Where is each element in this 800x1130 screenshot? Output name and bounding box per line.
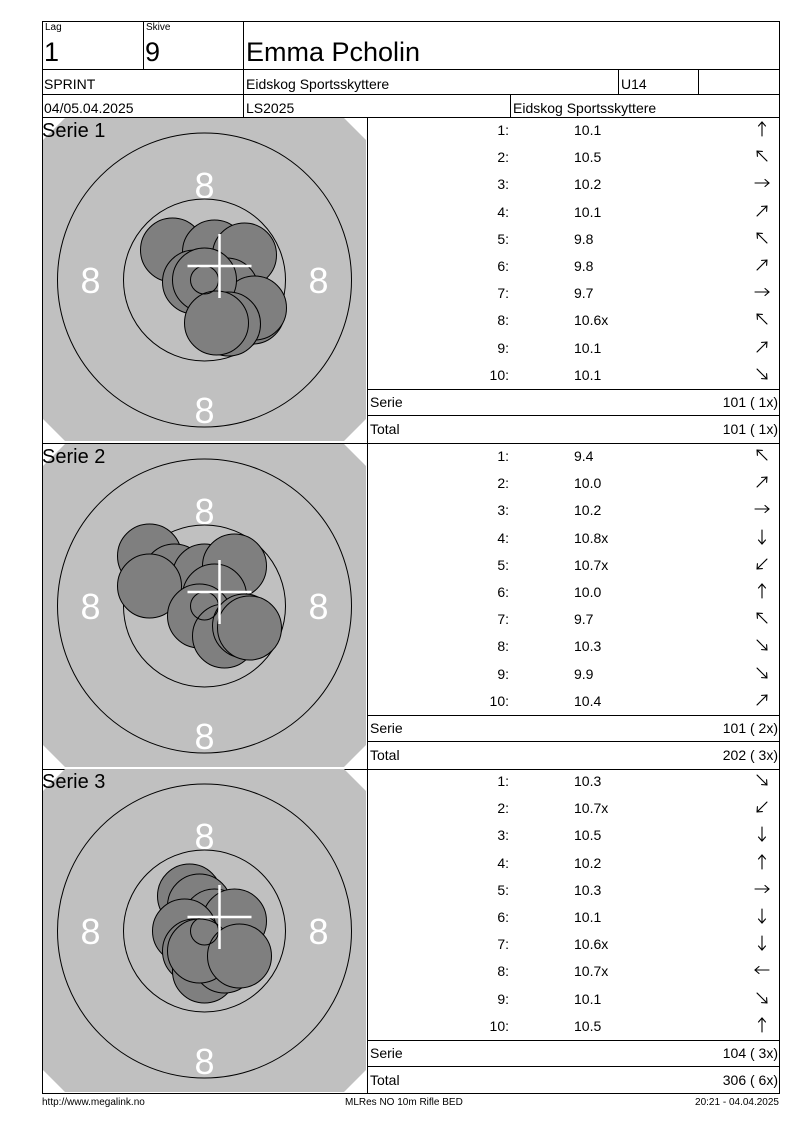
arrow-up-right-icon — [754, 473, 770, 491]
footer-software: MLRes NO 10m Rifle BED — [345, 1097, 463, 1108]
shot-score: 10.5 — [574, 1017, 602, 1034]
shot-score: 10.0 — [574, 475, 602, 492]
shot-row — [369, 199, 779, 226]
arrow-down-left-icon — [754, 798, 770, 816]
shot-number: 8: — [497, 312, 509, 329]
header-divider — [243, 21, 244, 117]
arrow-left-icon — [754, 961, 770, 979]
summary-divider — [367, 1066, 780, 1067]
shot-score: 9.7 — [574, 611, 594, 628]
shot-number: 10: — [489, 692, 509, 709]
shot-hit — [208, 924, 272, 988]
ring-label-top: 8 — [194, 816, 215, 857]
shot-score: 10.3 — [574, 638, 602, 655]
arrow-up-left-icon — [754, 229, 770, 247]
serie-label: Serie — [370, 1045, 403, 1061]
arrow-down-right-icon — [754, 664, 770, 682]
ring-label-right: 8 — [308, 911, 329, 952]
shot-number: 6: — [497, 258, 509, 274]
shot-number: 1: — [497, 448, 509, 464]
shot-score: 10.7x — [574, 556, 609, 573]
shot-row — [369, 525, 779, 552]
arrow-down-right-icon — [754, 365, 770, 383]
arrow-up-icon — [754, 120, 770, 138]
serie-score: 101 ( 2x) — [722, 720, 778, 736]
arrow-up-left-icon — [754, 609, 770, 627]
shot-hit — [185, 291, 249, 355]
shot-row — [369, 470, 779, 497]
shot-number: 2: — [497, 149, 509, 166]
shot-row — [369, 443, 779, 470]
shot-row — [369, 144, 779, 171]
arrow-up-icon — [754, 853, 770, 871]
target-diagram — [43, 769, 366, 1092]
shot-row — [369, 1013, 779, 1040]
arrow-up-right-icon — [754, 338, 770, 356]
shot-number: 6: — [497, 584, 509, 600]
header-divider — [510, 94, 511, 117]
serie-title: Serie 3 — [42, 771, 106, 793]
summary-divider — [367, 389, 780, 390]
shot-row — [369, 497, 779, 524]
shot-score: 9.9 — [574, 665, 594, 682]
shot-number: 8: — [497, 963, 509, 980]
shot-number: 7: — [497, 285, 509, 302]
shot-row — [369, 633, 779, 660]
arrow-up-right-icon — [754, 691, 770, 709]
shot-score: 10.8x — [574, 529, 609, 546]
ring-label-bottom: 8 — [194, 1041, 215, 1082]
shot-number: 2: — [497, 475, 509, 492]
arrow-right-icon — [754, 500, 770, 518]
shot-score: 10.7x — [574, 800, 609, 817]
shot-number: 9: — [497, 665, 509, 682]
shot-number: 9: — [497, 990, 509, 1007]
shot-number: 3: — [497, 176, 509, 193]
arrow-up-left-icon — [754, 310, 770, 328]
shot-number: 3: — [497, 502, 509, 519]
shot-score: 10.7x — [574, 963, 609, 980]
target-panel — [43, 444, 366, 767]
shot-row — [369, 362, 779, 389]
ring-label-left: 8 — [80, 260, 101, 301]
arrow-up-icon — [754, 1016, 770, 1034]
header-divider — [143, 21, 144, 69]
shot-row — [369, 958, 779, 985]
shot-number: 7: — [497, 611, 509, 628]
arrow-up-right-icon — [754, 202, 770, 220]
total-score: 202 ( 3x) — [722, 747, 778, 763]
shot-number: 1: — [497, 122, 509, 138]
total-score: 306 ( 6x) — [722, 1072, 778, 1088]
summary-divider — [367, 1040, 780, 1041]
ring-label-left: 8 — [80, 911, 101, 952]
shot-number: 4: — [497, 529, 509, 546]
organizer: Eidskog Sportsskyttere — [513, 100, 657, 116]
shot-row — [369, 171, 779, 198]
lag-label: Lag — [45, 22, 62, 33]
serie-label: Serie — [370, 720, 403, 736]
shot-score: 10.1 — [574, 909, 602, 925]
shot-number: 2: — [497, 800, 509, 817]
total-label: Total — [370, 421, 400, 437]
shot-number: 7: — [497, 936, 509, 953]
shot-row — [369, 579, 779, 606]
total-label: Total — [370, 747, 400, 763]
shot-number: 4: — [497, 203, 509, 220]
ring-label-top: 8 — [194, 491, 215, 532]
shot-row — [369, 904, 779, 931]
shot-number: 4: — [497, 854, 509, 871]
arrow-up-right-icon — [754, 256, 770, 274]
shot-score: 10.1 — [574, 122, 602, 138]
ring-label-bottom: 8 — [194, 390, 215, 431]
shot-score: 10.5 — [574, 827, 602, 844]
shot-row — [369, 822, 779, 849]
shot-score: 10.1 — [574, 366, 602, 383]
class: U14 — [621, 76, 647, 92]
shot-number: 8: — [497, 638, 509, 655]
shot-row — [369, 850, 779, 877]
target-panel — [43, 118, 366, 441]
serie-score: 104 ( 3x) — [722, 1045, 778, 1061]
competition: LS2025 — [246, 100, 295, 116]
summary-divider — [367, 741, 780, 742]
shot-score: 10.3 — [574, 881, 602, 898]
shot-number: 5: — [497, 881, 509, 898]
shot-score: 10.1 — [574, 339, 602, 356]
shot-score: 10.2 — [574, 854, 602, 871]
shot-score: 10.4 — [574, 692, 602, 709]
header-divider — [698, 69, 699, 94]
shot-number: 5: — [497, 556, 509, 573]
shot-row — [369, 253, 779, 280]
arrow-up-left-icon — [754, 147, 770, 165]
serie-label: Serie — [370, 394, 403, 410]
header-divider — [42, 69, 780, 70]
target-panel — [43, 769, 366, 1092]
column-divider — [367, 117, 368, 1094]
shot-hit — [218, 596, 282, 660]
summary-divider — [367, 415, 780, 416]
arrow-down-left-icon — [754, 555, 770, 573]
serie-title: Serie 1 — [42, 120, 106, 142]
arrow-down-icon — [754, 934, 770, 952]
shot-number: 6: — [497, 909, 509, 925]
shot-number: 10: — [489, 1017, 509, 1034]
shot-row — [369, 606, 779, 633]
shot-score: 10.1 — [574, 990, 602, 1007]
shot-score: 9.8 — [574, 258, 594, 274]
header-divider — [618, 69, 619, 94]
shot-row — [369, 335, 779, 362]
footer-url: http://www.megalink.no — [42, 1097, 145, 1108]
target-diagram — [43, 444, 366, 767]
lag-value: 1 — [44, 37, 60, 67]
ring-label-right: 8 — [308, 260, 329, 301]
total-label: Total — [370, 1072, 400, 1088]
skive-label: Skive — [146, 22, 171, 33]
shot-row — [369, 661, 779, 688]
arrow-up-icon — [754, 582, 770, 600]
ring-label-bottom: 8 — [194, 716, 215, 757]
shooter-name: Emma Pcholin — [246, 37, 421, 67]
shot-row — [369, 117, 779, 144]
serie-score: 101 ( 1x) — [722, 394, 778, 410]
shot-score: 9.7 — [574, 285, 594, 302]
shot-row — [369, 280, 779, 307]
arrow-down-right-icon — [754, 636, 770, 654]
arrow-down-icon — [754, 825, 770, 843]
arrow-up-left-icon — [754, 446, 770, 464]
shot-score: 10.2 — [574, 502, 602, 519]
shot-row — [369, 552, 779, 579]
header-divider — [42, 94, 780, 95]
shot-row — [369, 768, 779, 795]
serie-title: Serie 2 — [42, 446, 106, 468]
shot-row — [369, 877, 779, 904]
shot-row — [369, 688, 779, 715]
shot-row — [369, 226, 779, 253]
footer-timestamp: 20:21 - 04.04.2025 — [695, 1097, 779, 1108]
shot-score: 10.3 — [574, 773, 602, 789]
skive-value: 9 — [145, 37, 161, 67]
arrow-down-icon — [754, 907, 770, 925]
shot-score: 10.5 — [574, 149, 602, 166]
discipline: SPRINT — [44, 76, 96, 92]
shot-number: 5: — [497, 230, 509, 247]
shot-number: 10: — [489, 366, 509, 383]
arrow-down-right-icon — [754, 771, 770, 789]
ring-label-top: 8 — [194, 165, 215, 206]
shot-row — [369, 986, 779, 1013]
club: Eidskog Sportsskyttere — [246, 76, 390, 92]
shot-row — [369, 795, 779, 822]
target-diagram — [43, 118, 366, 441]
shot-score: 10.2 — [574, 176, 602, 193]
shot-number: 3: — [497, 827, 509, 844]
arrow-right-icon — [754, 283, 770, 301]
shot-score: 10.6x — [574, 312, 609, 329]
shot-row — [369, 931, 779, 958]
shot-score: 10.0 — [574, 584, 602, 600]
arrow-down-right-icon — [754, 989, 770, 1007]
arrow-right-icon — [754, 174, 770, 192]
ring-label-left: 8 — [80, 586, 101, 627]
shot-score: 9.8 — [574, 230, 594, 247]
ring-label-right: 8 — [308, 586, 329, 627]
date: 04/05.04.2025 — [44, 100, 134, 116]
total-score: 101 ( 1x) — [722, 421, 778, 437]
shot-row — [369, 307, 779, 334]
shot-score: 9.4 — [574, 448, 594, 464]
arrow-right-icon — [754, 880, 770, 898]
summary-divider — [367, 715, 780, 716]
shot-score: 10.6x — [574, 936, 609, 953]
shot-score: 10.1 — [574, 203, 602, 220]
arrow-down-icon — [754, 528, 770, 546]
shot-number: 9: — [497, 339, 509, 356]
shot-number: 1: — [497, 773, 509, 789]
